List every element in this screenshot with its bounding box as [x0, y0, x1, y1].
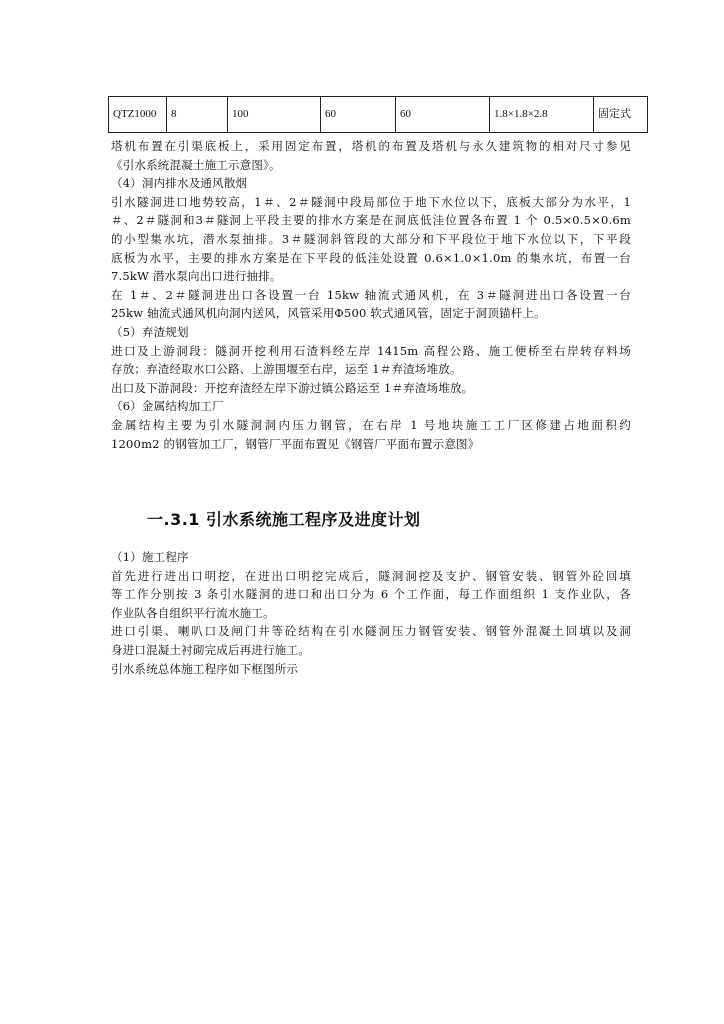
text-line: 塔机布置在引渠底板上，采用固定布置，塔机的布置及塔机与永久建筑物的相对尺寸参见	[111, 139, 631, 153]
text-line: 作业队各自组织平行流水施工。	[111, 605, 275, 620]
text-line: 等工作分别按 3 条引水隧洞的进口和出口分为 6 个工作面，每工作面组织 1 支作业队，各	[111, 587, 631, 602]
text-line: 底板为水平，主要的排水方案是在下平段的低洼处设置 0.6×1.0×1.0m 的集水坑，布置一台	[111, 250, 631, 265]
text-line: 在 1＃、2＃隧洞进出口各设置一台 15kw 轴流式通风机，在 3＃隧洞进出口各设置一台	[111, 287, 631, 302]
body-text-section-1	[111, 137, 631, 453]
text-line: 引水系统总体施工程序如下框图所示	[111, 661, 299, 676]
body-text-section-2	[111, 548, 631, 678]
text-line: 金属结构主要为引水隧洞洞内压力钢管，在右岸 1 号地块施工工厂区修建占地面积约	[111, 417, 631, 432]
text-line: 《引水系统混凝土施工示意图》。	[111, 157, 281, 172]
subheading: （6）金属结构加工厂	[111, 399, 224, 414]
subheading: （5）弃渣规划	[111, 324, 189, 339]
text-line: 进口及上游洞段：隧洞开挖利用石渣料经左岸 1415m 高程公路、施工便桥至右岸转存料场	[111, 343, 631, 358]
table-cell: 1.8×1.8×2.8	[490, 97, 594, 133]
text-line: 1200m2 的钢管加工厂，钢管厂平面布置见《钢管厂平面布置示意图》	[111, 436, 480, 451]
table-cell: 60	[396, 97, 490, 133]
subheading: （1）施工程序	[111, 550, 189, 564]
equipment-table	[108, 96, 648, 133]
text-line: 的小型集水坑，潜水泵抽排。3＃隧洞斜管段的大部分和下平段位于地下水位以下，下平段	[111, 231, 631, 246]
text-line: 引水隧洞进口地势较高，1＃、2＃隧洞中段局部位于地下水位以下，底板大部分为水平，1	[111, 194, 631, 209]
subheading: （4）洞内排水及通风散烟	[111, 176, 248, 191]
table-cell: 固定式	[594, 97, 648, 133]
table-cell-model: QTZ1000	[109, 97, 167, 133]
section-heading: 一.3.1 引水系统施工程序及进度计划	[147, 510, 421, 529]
text-line: 存放；弃渣经取水口公路、上游围堰至右岸，运至 1＃弃渣场堆放。	[111, 362, 462, 377]
table-cell: 100	[228, 97, 321, 133]
table-cell: 8	[167, 97, 228, 133]
text-line: 25kw 轴流式通风机向洞内送风，风管采用Φ500 软式通风管，固定于洞顶锚杆上。	[111, 306, 546, 321]
text-line: 进口引渠、喇叭口及闸门井等砼结构在引水隧洞压力钢管安装、钢管外混凝土回填以及洞	[111, 624, 631, 639]
text-line: 身进口混凝土衬砌完成后再进行施工。	[111, 642, 310, 657]
table-cell: 60	[321, 97, 396, 133]
text-line: 出口及下游洞段：开挖弃渣经左岸下游过镇公路运至 1＃弃渣场堆放。	[111, 380, 474, 395]
table-row	[109, 97, 648, 133]
text-line: ＃、2＃隧洞和3＃隧洞上平段主要的排水方案是在洞底低洼位置各布置 1 个 0.5×0.5×0.6m	[111, 213, 631, 228]
text-line: 7.5kW 潜水泵向出口进行抽排。	[111, 269, 282, 284]
text-line: 首先进行进出口明挖，在进出口明挖完成后，隧洞洞挖及支护、钢管安装、钢管外砼回填	[111, 568, 631, 583]
